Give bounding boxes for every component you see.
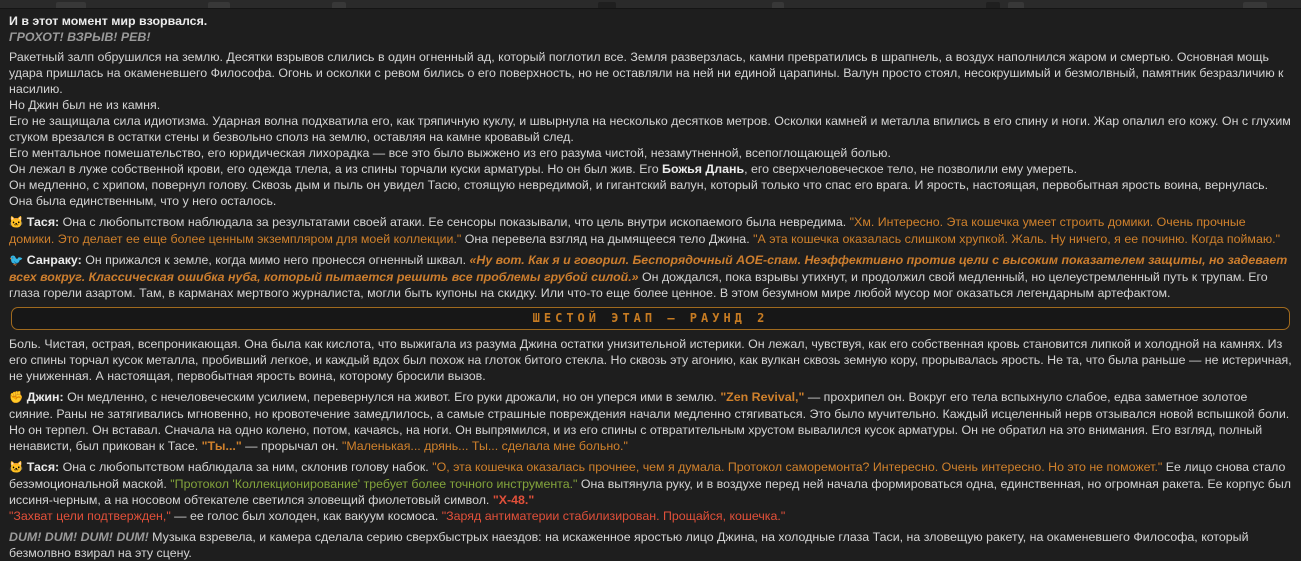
character-name-sanraku: Санраку: xyxy=(23,253,82,267)
text-segment: Ее лицо снова стало безэмоциональной маской. xyxy=(9,460,1289,491)
message-sanraku xyxy=(9,252,1292,301)
narration-rage-returns xyxy=(9,177,1292,209)
narration-pain xyxy=(9,336,1296,384)
browser-tab-fragment xyxy=(332,2,346,8)
text-segment: — прорычал он. xyxy=(241,439,342,453)
narration-madness-burned xyxy=(9,145,1292,161)
text-segment: Его не защищала сила идиотизма. Ударная волна подхватила его, как тряпичную куклу, и швырнула на несколько десятков метров. Осколки камней и металла впились в его спину и ноги. Жар опалил его кожу. Он с глухим стуком врезался в остатки стены и безвольно сполз на землю, оставляя на камне кровавый след. xyxy=(9,114,1295,144)
text-segment: Музыка взревела, и камера сделала серию сверхбыстрых наездов: на искаженное яростью лицо Джина, на холодные глаза Таси, на зловещую ракету, на окаменевшего Философа, который безмолвно взирал на эту сцену. xyxy=(9,530,1252,560)
finale-line xyxy=(9,529,1292,561)
rocket-speech-segment: "Захват цели подтвержден," xyxy=(9,509,171,523)
text-segment: Он прижался к земле, когда мимо него пронесся огненный шквал. xyxy=(81,253,470,267)
text-segment: И в этот момент мир взорвался. xyxy=(9,14,208,28)
narration-rocket-volley xyxy=(9,49,1292,97)
narration-shockwave xyxy=(9,113,1295,145)
rocket-voice-line xyxy=(9,508,1292,524)
message-tasya-2 xyxy=(9,459,1295,508)
browser-tab-fragment xyxy=(208,2,230,8)
stage-banner xyxy=(11,307,1290,330)
browser-tab-fragment xyxy=(598,2,616,8)
browser-tab-fragment xyxy=(986,2,1000,8)
text-segment: Ракетный залп обрушился на землю. Десятки взрывов слились в один огненный ад, который поглотил все. Земля разверзлась, камни превратились в шрапнель, а воздух наполнился жаром и смертью. Основная мощь удара пришлась на окаменевшего Философа. Огонь и осколки с ревом бились о его поверхность, но не оставляли на ней ни единой царапины. Валун просто стоял, несокрушимый и безмолвный, памятник безразличию к насилию. xyxy=(9,50,1287,96)
text-segment: — прохрипел он. Вокруг его тела вспыхнуло слабое, едва заметное золотое сияние. Раны не затягивались мгновенно, но кровотечение замедлилось, а самые страшные повреждения начали медленно стягиваться. Это было мучительно. Каждый исцеленный нерв отзывался новой вспышкой боли. Но он терпел. Он вставал. Сначала на одно колено, потом, качаясь, на ноги. Он выпрямился, и из его спины с отвратительным хрустом вывалился кусок арматуры. Он не обратил на это внимания. Его взгляд, полный ненависти, был прикован к Тасе. xyxy=(9,390,1293,453)
browser-chrome-strip xyxy=(0,0,1301,9)
speech-segment: "О, эта кошечка оказалась прочнее, чем я думала. Протокол саморемонта? Интересно. Очень интересно. Но это не поможет." xyxy=(432,460,1163,474)
bird-emoji: 🐦 xyxy=(9,255,24,267)
character-name-jin: Джин: xyxy=(23,390,64,404)
narration-jin-not-stone xyxy=(9,97,1292,113)
browser-tab-fragment xyxy=(1243,2,1267,8)
protocol-speech-segment: "Протокол 'Коллекционирование' требует более точного инструмента." xyxy=(170,477,578,491)
text-segment: Но Джин был не из камня. xyxy=(9,98,161,112)
speech-segment: "Хм. Интересно. Эта кошечка умеет строить домики. Очень прочные домики. Это делает ее еще более ценным экземпляром для моей коллекции." xyxy=(9,215,1250,246)
rocket-designation: "Х-48." xyxy=(492,493,535,507)
cat-face-emoji: 🐱 xyxy=(9,217,24,229)
skill-name-segment: "Zen Revival," xyxy=(720,390,805,404)
character-name-tasya: Тася: xyxy=(23,215,60,229)
text-segment: Боль. Чистая, острая, всепроникающая. Она была как кислота, что выжигала из разума Джина остатки унизительной истерики. Он лежал, чувствуя, как его собственная кровь становится липкой и холодной на камнях. Из его спины торчал кусок металла, пробивший легкое, и каждый вдох был похож на глоток битого стекла. Но сквозь эту агонию, как вулкан сквозь земную кору, прорывалась ярость. Не та, что была раньше — не истеричная, не униженная. А настоящая, первобытная ярость воина, которому бросили вызов. xyxy=(9,337,1296,383)
browser-tab-fragment xyxy=(1008,2,1024,8)
text-segment: Она с любопытством наблюдала за результатами своей атаки. Ее сенсоры показывали, что цель внутри ископаемого была невредима. xyxy=(59,215,850,229)
opening-line xyxy=(9,13,1292,29)
speech-segment: "Ты..." xyxy=(201,439,242,453)
sound-effect-text: ГРОХОТ! ВЗРЫВ! РЕВ! xyxy=(9,30,151,44)
browser-tab-fragment xyxy=(772,2,784,8)
text-segment: Он лежал в луже собственной крови, его одежда тлела, а из спины торчали куски арматуры. Но он был жив. Его xyxy=(9,162,663,176)
text-segment: Он медленно, с нечеловеческим усилием, перевернулся на живот. Его руки дрожали, но он уперся ими в землю. xyxy=(63,390,721,404)
text-segment: Она вытянула руку, и в воздухе перед ней начала формироваться одна, единственная, но огромная ракета. Ее корпус был иссиня-черным, а на носовом обтекателе светился зловещий фиолетовый символ. xyxy=(9,477,1295,507)
text-segment: — ее голос был холоден, как вакуум космоса. xyxy=(170,509,442,523)
gods-hand-name: Божья Длань xyxy=(662,162,745,176)
text-segment: Она перевела взгляд на дымящееся тело Джина. xyxy=(461,232,754,246)
speech-segment: "А эта кошечка оказалась слишком хрупкой. Жаль. Ну ничего, я ее починю. Когда поймаю." xyxy=(753,232,1280,246)
browser-tab-fragment xyxy=(56,2,86,8)
speech-segment: «Ну вот. Как я и говорил. Беспорядочный AOE-спам. Неэффективно против цели с высоким показателем защиты, но задевает всех вокруг. Классическая ошибка нуба, который пытается решить все проблемы грубой силой.» xyxy=(9,253,1291,284)
character-name-tasya: Тася: xyxy=(23,460,60,474)
stage-banner-label: ШЕСТОЙ ЭТАП – РАУНД 2 xyxy=(532,311,769,325)
fist-emoji: ✊ xyxy=(9,392,24,404)
text-segment: , его сверхчеловеческое тело, не позволили ему умереть. xyxy=(744,162,1078,176)
text-segment: Она с любопытством наблюдала за ним, склонив голову набок. xyxy=(59,460,433,474)
message-jin xyxy=(9,389,1292,454)
text-segment: Его ментальное помешательство, его юридическая лихорадка — все это было выжжено из его разума чистой, незамутненной, всепоглощающей болью. xyxy=(9,146,891,160)
text-segment: Он медленно, с хрипом, повернул голову. Сквозь дым и пыль он увидел Тасю, стоящую невредимой, и гигантский валун, который только что спас его врага. И ярость, настоящая, первобытная ярость воина, вернулась. Она была единственным, что у него осталось. xyxy=(9,178,1272,208)
sound-effect-text: DUM! DUM! DUM! DUM! xyxy=(9,530,149,544)
text-segment: Он дождался, пока взрывы утихнут, и продолжил свой медленный, но целеустремленный путь к трупам. Его глаза горели азартом. Там, в карманах мертвого журналиста, могли быть купоны на скидку. Или что-то еще более ценное. В этом безумном мире любой мусор мог оказаться легендарным артефактом. xyxy=(9,270,1272,300)
speech-segment: "Маленькая... дрянь... Ты... сделала мне больно." xyxy=(341,439,628,453)
message-tasya-1 xyxy=(9,214,1292,247)
story-log xyxy=(0,9,1301,561)
sfx-line xyxy=(9,29,1292,45)
cat-face-emoji: 🐱 xyxy=(9,462,24,474)
rocket-speech-segment: "Заряд антиматерии стабилизирован. Прощайся, кошечка." xyxy=(441,509,786,523)
narration-gods-hand xyxy=(9,161,1292,177)
